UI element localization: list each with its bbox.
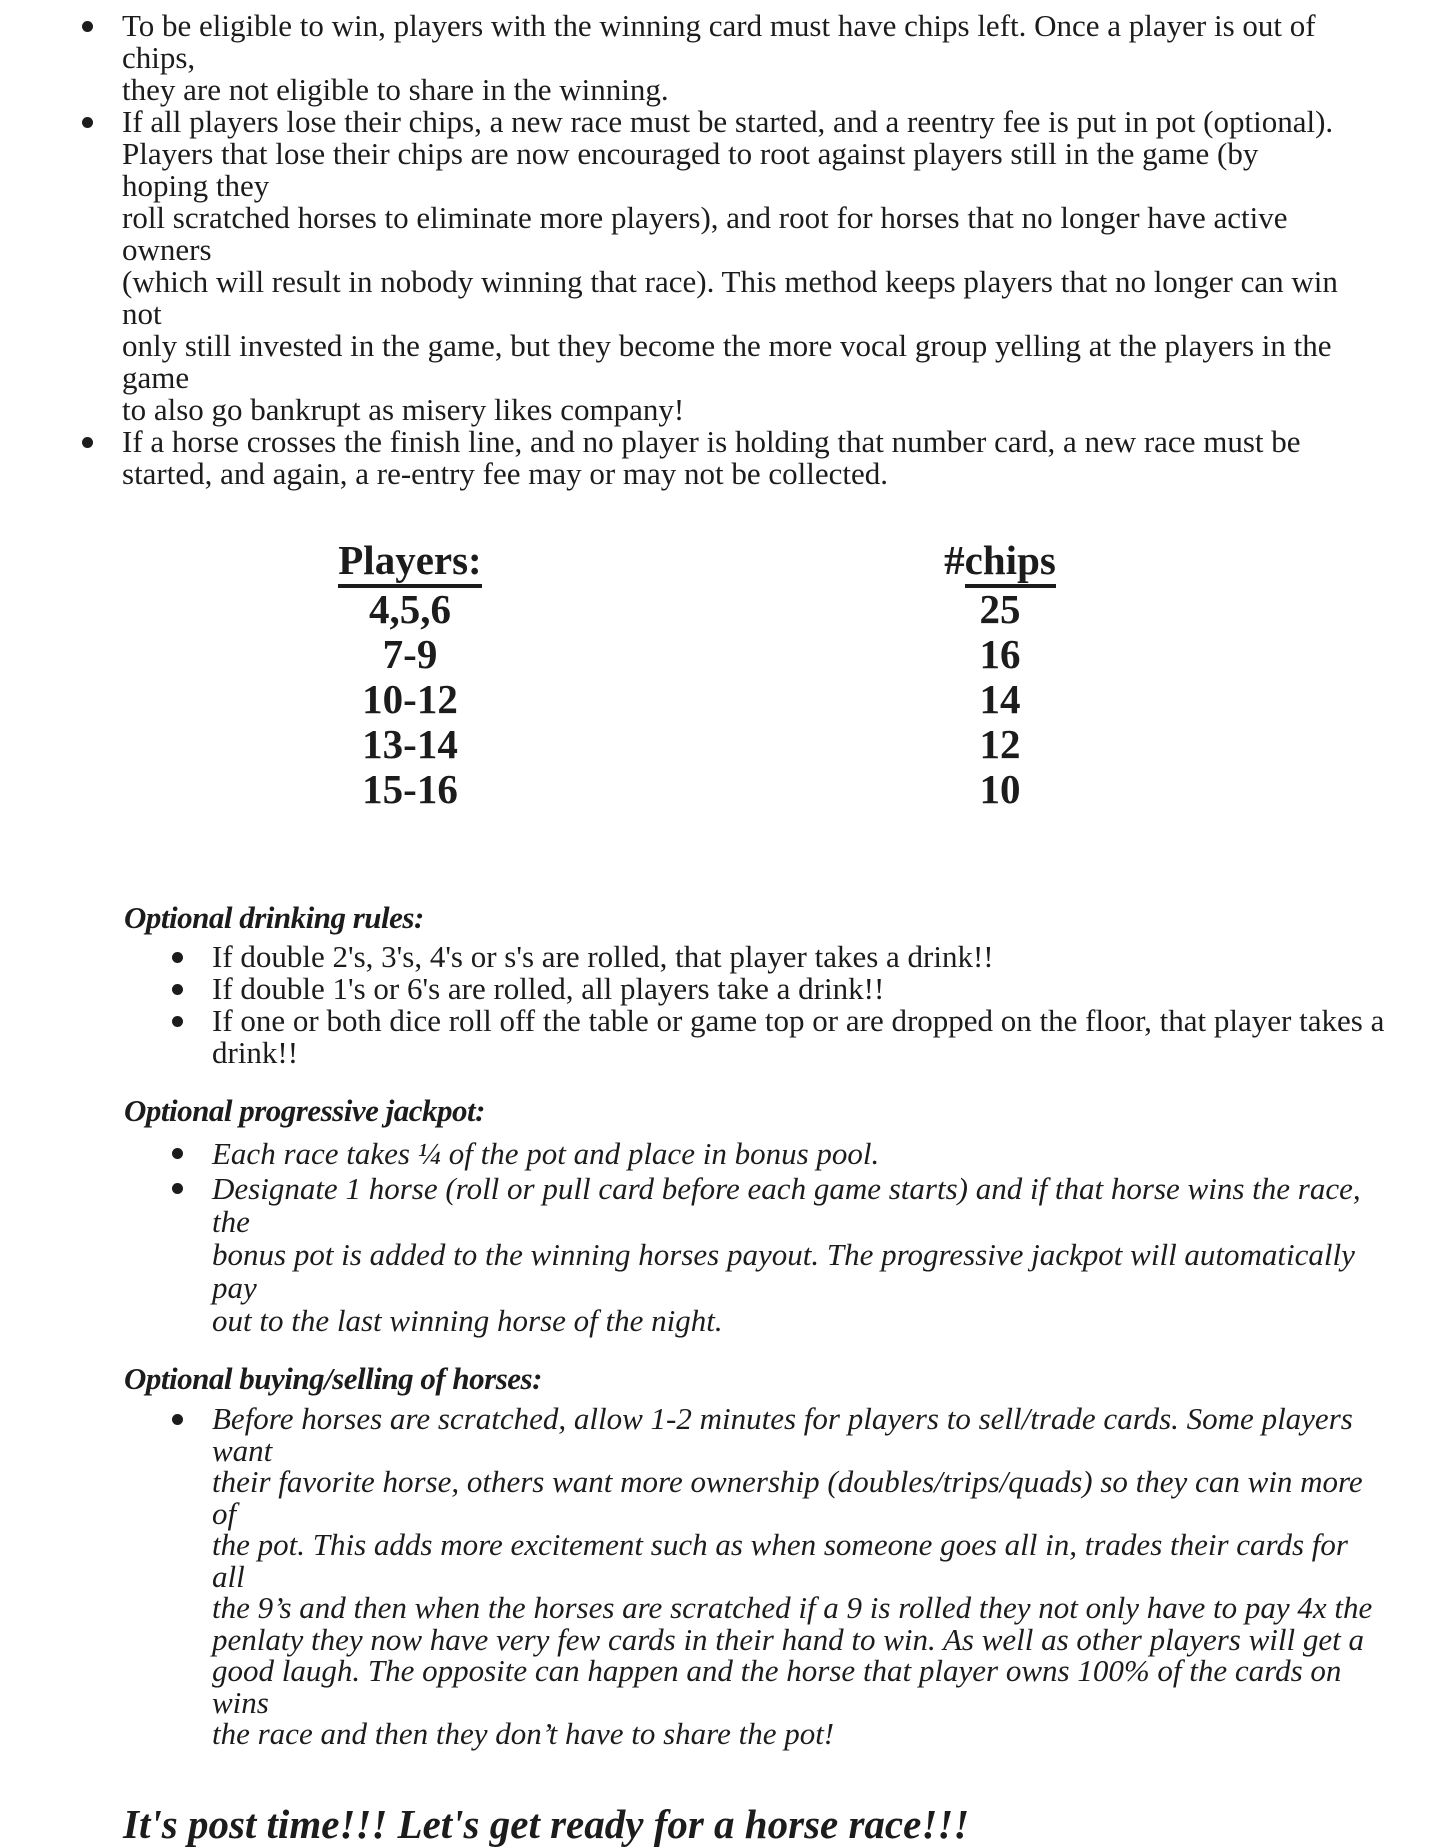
bullet-item bbox=[0, 1403, 1445, 1750]
header-chips-label: chips bbox=[965, 537, 1056, 588]
players-chips-table bbox=[0, 538, 1445, 812]
cell-players: 15-16 bbox=[362, 766, 458, 812]
bullet-text: To be eligible to win, players with the winning card must have chips left. Once a player is out of chips, they are not eligible to share in the winning. bbox=[122, 8, 1316, 107]
bullet-icon bbox=[82, 21, 93, 32]
section-drinking-rules bbox=[0, 902, 1445, 1069]
table-row bbox=[0, 767, 1445, 812]
bullet-item bbox=[0, 10, 1445, 106]
bullet-item bbox=[0, 1137, 1445, 1170]
bullet-text: If double 1's or 6's are rolled, all players take a drink!! bbox=[212, 971, 885, 1006]
bullet-item bbox=[0, 106, 1445, 426]
table-row bbox=[0, 722, 1445, 767]
bullet-text: Designate 1 horse (roll or pull card before each game starts) and if that horse wins the race, the bonus pot is added to the winning horses payout. The progressive jackpot will automatically pay out to the last winning horse of the night. bbox=[212, 1171, 1361, 1338]
bullet-icon bbox=[172, 1148, 183, 1159]
cell-players: 4,5,6 bbox=[369, 586, 451, 632]
bullet-icon bbox=[172, 1414, 183, 1425]
bullet-item bbox=[0, 973, 1445, 1005]
cell-chips: 10 bbox=[979, 766, 1021, 812]
table-row bbox=[0, 587, 1445, 632]
cell-chips: 16 bbox=[979, 631, 1021, 677]
section-heading-drinking-rules: Optional drinking rules: bbox=[124, 900, 424, 935]
header-chips-prefix: # bbox=[944, 537, 965, 583]
table-row bbox=[0, 632, 1445, 677]
table-header-row bbox=[0, 538, 1445, 583]
bullet-item bbox=[0, 941, 1445, 973]
section-buying-selling bbox=[0, 1363, 1445, 1750]
bullet-text: If all players lose their chips, a new race must be started, and a reentry fee is put in pot (optional). Players that lose their chips are now encouraged to root against players still in the game (by hoping they roll scratched horses to eliminate more players), and root for horses that no longer have active owners (which will result in nobody winning that race). This method keeps players that no longer can win not only still invested in the game, but they become the more vocal group yelling at the players in the game to also go bankrupt as misery likes company! bbox=[122, 104, 1338, 427]
section-progressive-jackpot bbox=[0, 1095, 1445, 1337]
table-row bbox=[0, 677, 1445, 722]
bullet-text: If double 2's, 3's, 4's or s's are rolled, that player takes a drink!! bbox=[212, 939, 994, 974]
cell-chips: 14 bbox=[979, 676, 1021, 722]
cell-players: 7-9 bbox=[382, 631, 438, 677]
bullet-text: If one or both dice roll off the table or game top or are dropped on the floor, that player takes a drink!! bbox=[212, 1003, 1385, 1070]
cell-chips: 25 bbox=[979, 586, 1021, 632]
bullet-item bbox=[0, 426, 1445, 490]
optional-sections bbox=[0, 902, 1445, 1750]
bullet-icon bbox=[82, 437, 93, 448]
document-page bbox=[0, 8, 1445, 1847]
bullet-text: If a horse crosses the finish line, and no player is holding that number card, a new race must be started, and again, a re-entry fee may or may not be collected. bbox=[122, 424, 1301, 491]
section-bullet-list bbox=[0, 1137, 1445, 1337]
table-body bbox=[0, 587, 1445, 812]
bullet-icon bbox=[172, 984, 183, 995]
intro-bullet-list bbox=[0, 10, 1445, 490]
cell-chips: 12 bbox=[979, 721, 1021, 767]
section-bullet-list bbox=[0, 1403, 1445, 1750]
closing-line: It's post time!!! Let's get ready for a horse race!!! bbox=[123, 1800, 970, 1847]
section-bullet-list bbox=[0, 941, 1445, 1069]
header-players-label: Players: bbox=[338, 537, 481, 588]
bullet-icon bbox=[172, 1016, 183, 1027]
bullet-text: Each race takes ¼ of the pot and place in bonus pool. bbox=[212, 1136, 880, 1171]
header-chips bbox=[820, 538, 1180, 583]
bullet-icon bbox=[172, 1183, 183, 1194]
header-players bbox=[0, 538, 820, 583]
bullet-icon bbox=[82, 117, 93, 128]
section-heading-buying-selling: Optional buying/selling of horses: bbox=[124, 1361, 542, 1396]
bullet-icon bbox=[172, 952, 183, 963]
section-heading-progressive-jackpot: Optional progressive jackpot: bbox=[124, 1093, 485, 1128]
cell-players: 10-12 bbox=[362, 676, 458, 722]
bullet-item bbox=[0, 1172, 1445, 1337]
bullet-item bbox=[0, 1005, 1445, 1069]
cell-players: 13-14 bbox=[362, 721, 458, 767]
bullet-text: Before horses are scratched, allow 1-2 minutes for players to sell/trade cards. Some players want their favorite horse, others want more ownership (doubles/trips/quads) so they can win more of the pot. This adds more excitement such as when someone goes all in, trades their cards for all the 9’s and then when the horses are scratched if a 9 is rolled they not only have to pay 4x the penlaty they now have very few cards in their hand to win. As well as other players will get a good laugh. The opposite can happen and the horse that player owns 100% of the cards on wins the race and then they don’t have to share the pot! bbox=[212, 1401, 1373, 1751]
